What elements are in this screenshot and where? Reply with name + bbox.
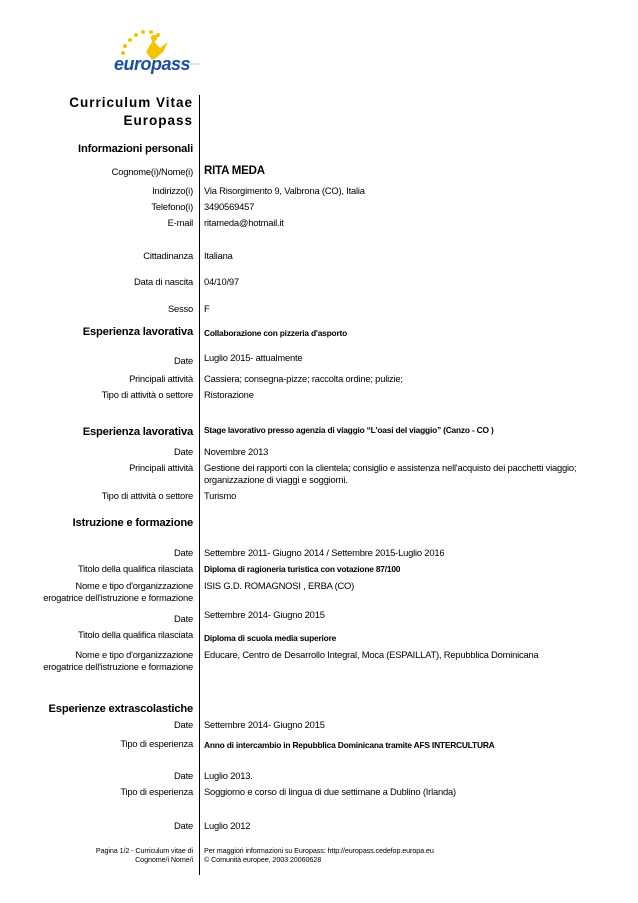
edu2-org: Educare, Centro de Desarrollo Integral, Moca (ESPAILLAT), Repubblica Dominicana [204, 649, 539, 660]
work2-title: Stage lavorativo presso agenzia di viaggio “L'oasi del viaggio” (Canzo - CO ) [204, 425, 494, 435]
value-email: ritameda@hotmail.it [204, 217, 284, 228]
extra2-date-label: Date [173, 770, 193, 781]
edu1-date-label: Date [173, 547, 193, 558]
europass-brand-text: europass [114, 54, 191, 74]
work2-activities-line2: organizzazione di viaggi e soggiorni. [204, 474, 348, 485]
value-address: Via Risorgimento 9, Valbrona (CO), Italia [204, 185, 365, 196]
cv-title-line2: Europass [123, 113, 193, 128]
value-name: RITA MEDA [204, 165, 265, 177]
extra1-date-label: Date [173, 719, 193, 730]
edu1-org-label2: erogatrice dell'istruzione e formazione [43, 592, 193, 603]
work2-activities-label: Principali attività [129, 462, 193, 473]
work2-date-label: Date [173, 446, 193, 457]
label-citizenship: Cittadinanza [143, 250, 193, 261]
work1-sector: Ristorazione [204, 389, 254, 400]
label-address: Indirizzo(i) [152, 185, 193, 196]
value-phone: 3490569457 [204, 201, 255, 212]
section-education-heading: Istruzione e formazione [72, 517, 193, 529]
edu2-date-label: Date [173, 613, 193, 624]
edu1-org-label1: Nome e tipo d'organizzazione [75, 580, 193, 591]
work1-date: Luglio 2015- attualmente [204, 352, 303, 363]
work1-sector-label: Tipo di attività o settore [101, 389, 193, 400]
edu2-org-label1: Nome e tipo d'organizzazione [75, 649, 193, 660]
footer-right-line2: © Comunità europee, 2003 20060628 [204, 855, 322, 864]
edu1-date: Settembre 2011- Giugno 2014 / Settembre 2015-Luglio 2016 [204, 547, 445, 558]
section-work1-heading: Esperienza lavorativa [82, 326, 193, 338]
extra1-type-label: Tipo di esperienza [120, 738, 193, 749]
extra3-date: Luglio 2012 [204, 820, 251, 831]
work2-sector-label: Tipo di attività o settore [101, 490, 193, 501]
extra1-type: Anno di intercambio in Repubblica Dominicana tramite AFS INTERCULTURA [204, 740, 495, 750]
edu2-org-label2: erogatrice dell'istruzione e formazione [43, 661, 193, 672]
extra2-date: Luglio 2013. [204, 770, 253, 781]
label-phone: Telefono(i) [151, 201, 193, 212]
footer-left-line2: Cognome/i Nome/i [135, 855, 193, 864]
value-citizenship: Italiana [204, 250, 233, 261]
label-name: Cognome(i)/Nome(i) [111, 166, 193, 177]
edu1-org: ISIS G.D. ROMAGNOSI , ERBA (CO) [204, 580, 355, 591]
label-email: E-mail [167, 217, 193, 228]
edu2-qual-label: Titolo della qualifica rilasciata [78, 629, 193, 640]
cv-title-line1: Curriculum Vitae [69, 95, 193, 110]
work1-activities: Cassiera; consegna-pizze; raccolta ordine; pulizie; [204, 373, 403, 384]
label-sex: Sesso [167, 303, 193, 314]
extra1-date: Settembre 2014- Giugno 2015 [204, 719, 325, 730]
value-sex: F [204, 303, 210, 314]
value-birthdate: 04/10/97 [204, 276, 239, 287]
work2-date: Novembre 2013 [204, 446, 269, 457]
work1-date-label: Date [173, 355, 193, 366]
section-personal-heading: Informazioni personali [78, 143, 193, 155]
section-extra-heading: Esperienze extrascolastiche [48, 703, 193, 715]
edu1-qual-label: Titolo della qualifica rilasciata [78, 563, 193, 574]
column-divider [199, 95, 200, 875]
work2-activities: Gestione dei rapporti con la clientela; consiglio e assistenza nell'acquisto dei pacchetti viaggio; [204, 462, 577, 473]
footer-left-line1: Pagina 1/2 - Curriculum vitae di [95, 846, 193, 855]
footer-right-line1: Per maggiori informazioni su Europass: http://europass.cedefop.europa.eu [204, 846, 434, 855]
edu2-qual: Diploma di scuola media superiore [204, 633, 337, 643]
label-birthdate: Data di nascita [133, 276, 193, 287]
work1-activities-label: Principali attività [129, 373, 193, 384]
extra3-date-label: Date [173, 820, 193, 831]
edu1-qual: Diploma di ragioneria turistica con votazione 87/100 [204, 564, 401, 574]
work1-title: Collaborazione con pizzeria d'asporto [204, 328, 348, 338]
extra2-type-label: Tipo di esperienza [120, 786, 193, 797]
section-work2-heading: Esperienza lavorativa [82, 426, 193, 438]
extra2-type: Soggiorno e corso di lingua di due settimane a Dublino (Irlanda) [204, 786, 456, 797]
edu2-date: Settembre 2014- Giugno 2015 [204, 609, 325, 620]
work2-sector: Turismo [204, 490, 237, 501]
